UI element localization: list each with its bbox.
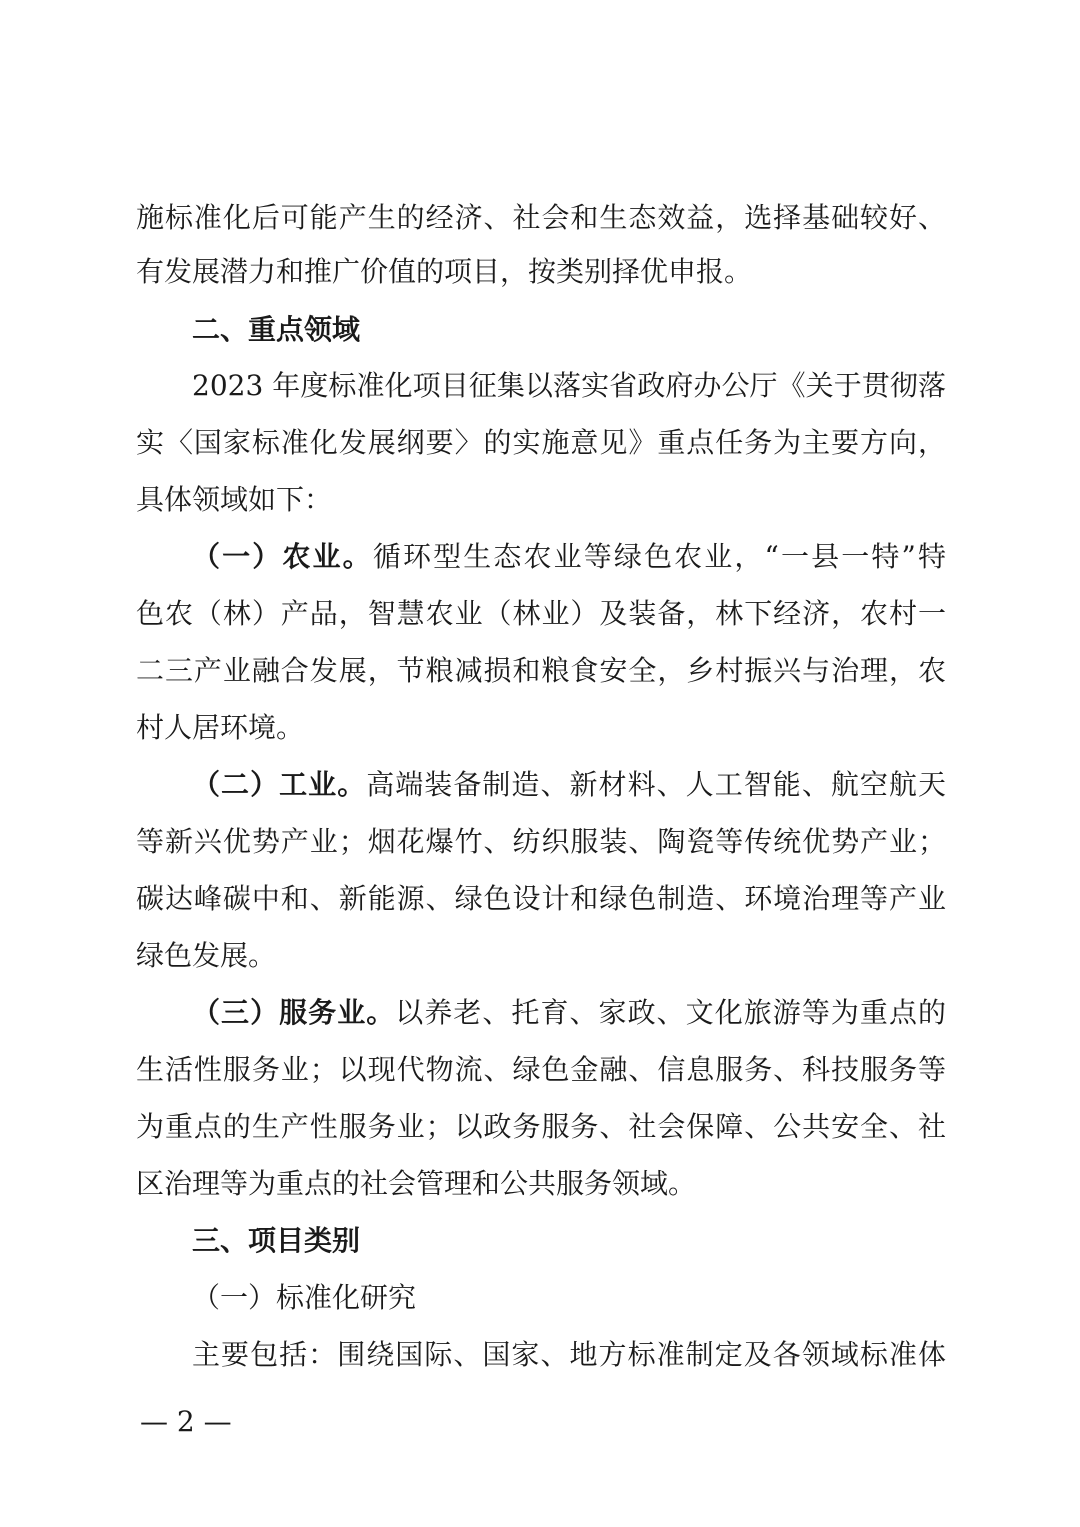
paragraph-line <box>192 993 946 1033</box>
paragraph-line: 有发展潜力和推广价值的项目，按类别择优申报。 <box>136 255 753 288</box>
paragraph-line <box>192 765 946 805</box>
paragraph-line: 绿色发展。 <box>136 939 277 972</box>
paragraph-line: 区治理等为重点的社会管理和公共服务领域。 <box>136 1167 697 1200</box>
paragraph-line: 色农（林）产品，智慧农业（林业）及装备，林下经济，农村一 <box>136 597 946 630</box>
paragraph-text: 以养老、托育、家政、文化旅游等为重点的 <box>395 996 946 1029</box>
section-heading: 二、重点领域 <box>192 313 361 346</box>
paragraph-line: 实〈国家标准化发展纲要〉的实施意见》重点任务为主要方向， <box>136 426 946 459</box>
paragraph-line: 具体领域如下： <box>136 483 333 516</box>
paragraph-line: 施标准化后可能产生的经济、社会和生态效益，选择基础较好、 <box>136 201 946 234</box>
paragraph-line: 二三产业融合发展，节粮减损和粮食安全，乡村振兴与治理，农 <box>136 654 946 687</box>
paragraph-line: 碳达峰碳中和、新能源、绿色设计和绿色制造、环境治理等产业 <box>136 882 946 915</box>
subsection-label: （一）农业。 <box>192 540 373 573</box>
paragraph-line: 等新兴优势产业；烟花爆竹、纺织服装、陶瓷等传统优势产业； <box>136 825 946 858</box>
paragraph-line: 为重点的生产性服务业；以政务服务、社会保障、公共安全、社 <box>136 1110 946 1143</box>
section-heading: 三、项目类别 <box>192 1224 361 1257</box>
paragraph-line: 村人居环境。 <box>136 711 305 744</box>
paragraph-line <box>192 537 946 577</box>
subsection-label: （三）服务业。 <box>192 996 396 1029</box>
paragraph-text: 高端装备制造、新材料、人工智能、航空航天 <box>366 768 946 801</box>
paragraph-text: 循环型生态农业等绿色农业，“一县一特”特 <box>372 540 946 573</box>
page-number: — 2 — <box>140 1405 232 1438</box>
subsection-label: （二）工业。 <box>192 768 367 801</box>
paragraph-line: 2023 年度标准化项目征集以落实省政府办公厅《关于贯彻落 <box>192 369 946 402</box>
paragraph-line: 主要包括：围绕国际、国家、地方标准制定及各领域标准体 <box>192 1338 946 1371</box>
paragraph-line: 生活性服务业；以现代物流、绿色金融、信息服务、科技服务等 <box>136 1053 946 1086</box>
subsection-heading: （一）标准化研究 <box>192 1281 417 1314</box>
